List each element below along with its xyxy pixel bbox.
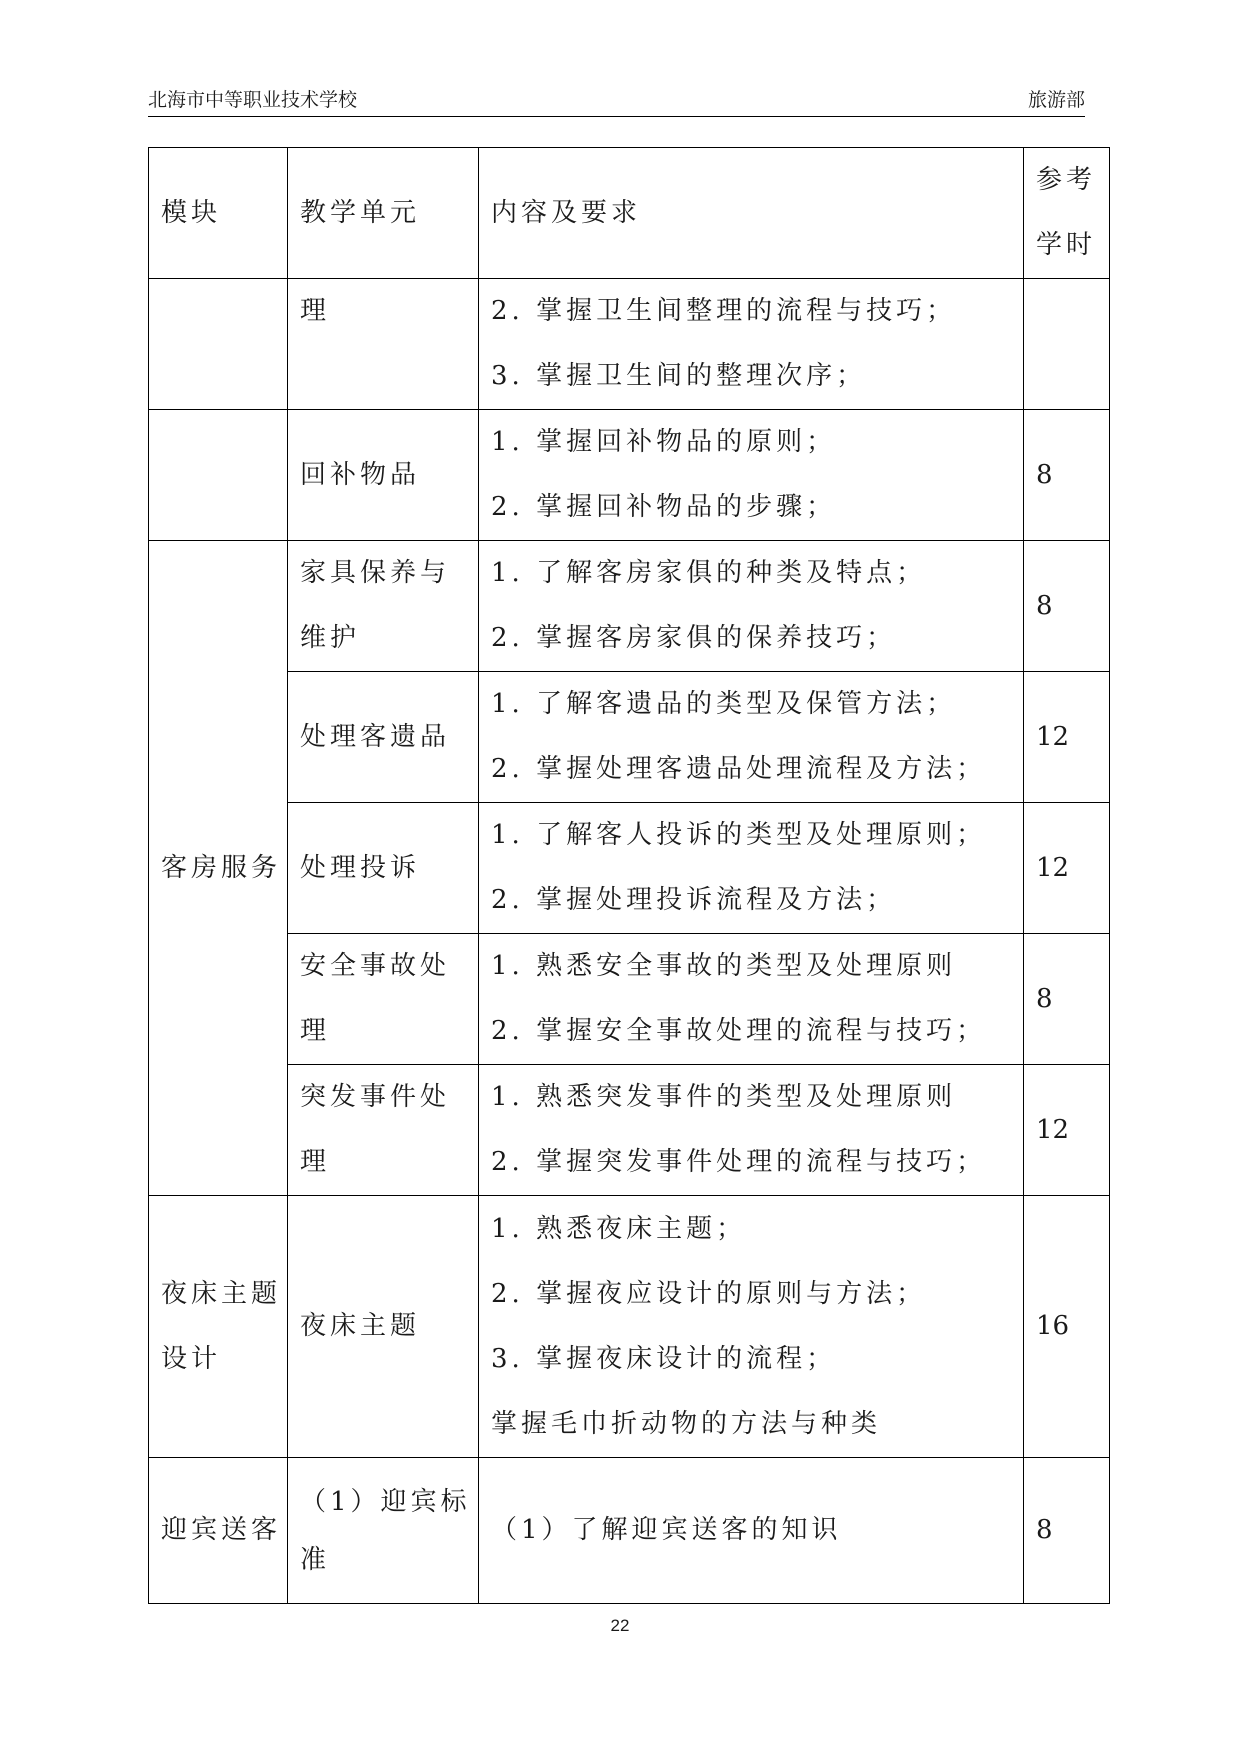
school-name: 北海市中等职业技术学校 xyxy=(148,89,358,111)
content-cell: 1. 熟悉夜床主题； 2. 掌握夜应设计的原则与方法； 3. 掌握夜床设计的流程； 掌握毛巾折动物的方法与种类 xyxy=(479,1196,1024,1458)
content-cell: 1. 了解客遗品的类型及保管方法； 2. 掌握处理客遗品处理流程及方法； xyxy=(479,672,1024,803)
hours-cell: 16 xyxy=(1024,1196,1110,1458)
header-unit: 教学单元 xyxy=(288,148,479,279)
module-cell xyxy=(149,279,288,410)
content-cell: 1. 熟悉突发事件的类型及处理原则 2. 掌握突发事件处理的流程与技巧； xyxy=(479,1065,1024,1196)
hours-cell: 12 xyxy=(1024,1065,1110,1196)
unit-cell: 突发事件处 理 xyxy=(288,1065,479,1196)
unit-cell: 理 xyxy=(288,279,479,410)
hours-cell: 12 xyxy=(1024,803,1110,934)
hours-cell xyxy=(1024,279,1110,410)
table-row xyxy=(149,1065,1110,1196)
table-row xyxy=(149,672,1110,803)
hours-cell: 8 xyxy=(1024,410,1110,541)
module-cell-welcome: 迎宾送客 xyxy=(149,1458,288,1604)
unit-cell: 处理投诉 xyxy=(288,803,479,934)
header-content: 内容及要求 xyxy=(479,148,1024,279)
table-row xyxy=(149,934,1110,1065)
table-row xyxy=(149,410,1110,541)
hours-cell: 8 xyxy=(1024,934,1110,1065)
content-cell: 1. 了解客房家俱的种类及特点； 2. 掌握客房家俱的保养技巧； xyxy=(479,541,1024,672)
department-name: 旅游部 xyxy=(1027,89,1085,111)
content-cell: 2. 掌握卫生间整理的流程与技巧； 3. 掌握卫生间的整理次序； xyxy=(479,279,1024,410)
unit-cell: 夜床主题 xyxy=(288,1196,479,1458)
header-hours: 参考 学时 xyxy=(1024,148,1110,279)
syllabus-table xyxy=(148,147,1110,1604)
hours-cell: 8 xyxy=(1024,541,1110,672)
table-row xyxy=(149,1196,1110,1458)
unit-cell: 回补物品 xyxy=(288,410,479,541)
module-cell-turndown-design: 夜床主题 设计 xyxy=(149,1196,288,1458)
unit-cell: 家具保养与 维护 xyxy=(288,541,479,672)
table-row xyxy=(149,803,1110,934)
unit-cell: （1）迎宾标 准 xyxy=(288,1458,479,1604)
table-header-row xyxy=(149,148,1110,279)
header-module: 模块 xyxy=(149,148,288,279)
table-row xyxy=(149,541,1110,672)
table-row xyxy=(149,1458,1110,1604)
page-number: 22 xyxy=(610,1616,630,1635)
content-cell: 1. 了解客人投诉的类型及处理原则； 2. 掌握处理投诉流程及方法； xyxy=(479,803,1024,934)
content-cell: （1）了解迎宾送客的知识 xyxy=(479,1458,1024,1604)
page-header xyxy=(148,84,1085,117)
module-cell xyxy=(149,410,288,541)
content-cell: 1. 熟悉安全事故的类型及处理原则 2. 掌握安全事故处理的流程与技巧； xyxy=(479,934,1024,1065)
hours-cell: 12 xyxy=(1024,672,1110,803)
hours-cell: 8 xyxy=(1024,1458,1110,1604)
content-cell: 1. 掌握回补物品的原则； 2. 掌握回补物品的步骤； xyxy=(479,410,1024,541)
unit-cell: 安全事故处 理 xyxy=(288,934,479,1065)
module-cell-guest-room-service: 客房服务 xyxy=(149,541,288,1196)
unit-cell: 处理客遗品 xyxy=(288,672,479,803)
table-row xyxy=(149,279,1110,410)
